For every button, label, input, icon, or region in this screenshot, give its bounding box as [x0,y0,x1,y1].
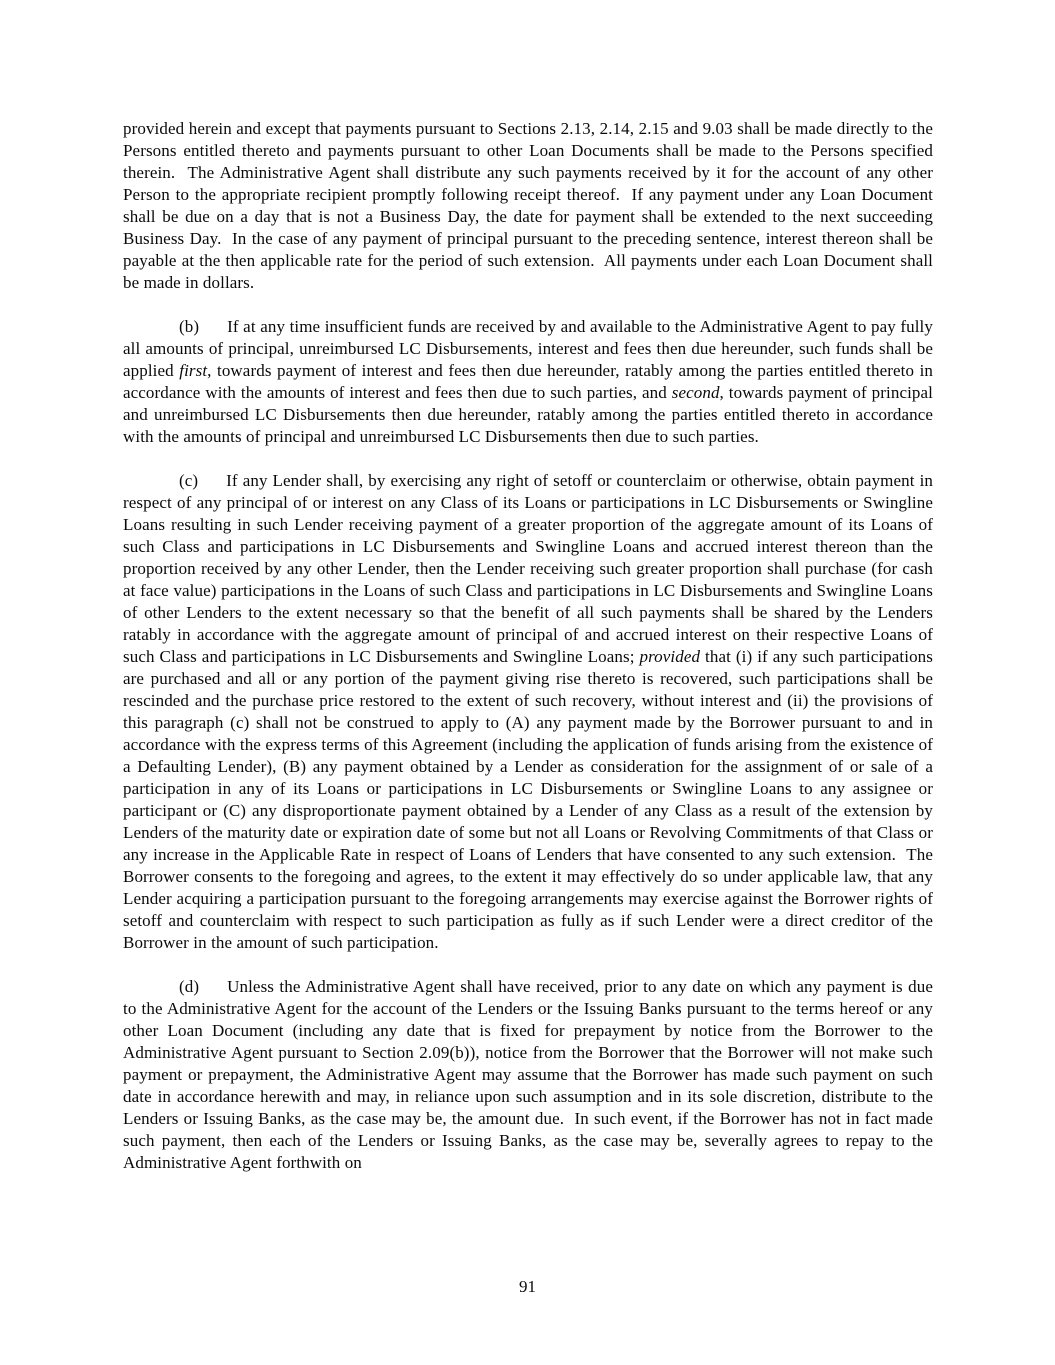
text-run: that (i) if any such participations are purchased and all or any portion of the payment giving rise thereto is recovered, such participations shall be rescinded and the purchase price restored to the extent of such recovery, without interest and (ii) the provisions of this paragraph (c) shall not be construed to apply to (A) any payment made by the Borrower pursuant to and in accordance with the express terms of this Agreement (including the application of funds arising from the existence of a Defaulting Lender), (B) any payment obtained by a Lender as consideration for the assignment of or sale of a participation in any of its Loans or participations in LC Disbursements or Swingline Loans to any assignee or participant or (C) any disproportionate payment obtained by a Lender of any Class as a result of the extension by Lenders of the maturity date or expiration date of some but not all Loans or Revolving Commitments of that Class or any increase in the Applicable Rate in respect of Loans of Lenders that have consented to any such extension. The Borrower consents to the foregoing and agrees, to the extent it may effectively do so under applicable law, that any Lender acquiring a participation pursuant to the foregoing arrangements may exercise against the Borrower rights of setoff and counterclaim with respect to such participation as fully as if such Lender were a direct creditor of the Borrower in the amount of such participation. [123,647,933,952]
page-number: 91 [519,1277,536,1296]
italic-text-run: provided [639,647,701,666]
text-run: (c) [179,471,199,490]
text-run: (d) [179,977,200,996]
text-run: , towards payment of interest and fees then due hereunder, ratably among the parties entitled thereto in accordance with the amounts of interest and fees then due to such parties, and [123,361,933,402]
document-body [123,118,933,1196]
text-run: Unless the Administrative Agent shall have received, prior to any date on which any payment is due to the Administrative Agent for the account of the Lenders or the Issuing Banks pursuant to the terms hereof or any other Loan Document (including any date that is fixed for prepayment by notice from the Borrower to the Administrative Agent pursuant to Section 2.09(b)), notice from the Borrower that the Borrower will not make such payment or prepayment, the Administrative Agent may assume that the Borrower has made such payment on such date in accordance herewith and may, in reliance upon such assumption and in its sole discretion, distribute to the Lenders or Issuing Banks, as the case may be, the amount due. In such event, if the Borrower has not in fact made such payment, then each of the Lenders or Issuing Banks, as the case may be, severally agrees to repay to the Administrative Agent forthwith on [123,977,933,1172]
text-run: If any Lender shall, by exercising any right of setoff or counterclaim or otherwise, obtain payment in respect of any principal of or interest on any Class of its Loans or participations in LC Disbursements or Swingline Loans resulting in such Lender receiving payment of a greater proportion of the aggregate amount of its Loans of such Class and participations in LC Disbursements and Swingline Loans and accrued interest thereon than the proportion received by any other Lender, then the Lender receiving such greater proportion shall purchase (for cash at face value) participations in the Loans of such Class and participations in LC Disbursements and Swingline Loans of other Lenders to the extent necessary so that the benefit of all such payments shall be shared by the Lenders ratably in accordance with the aggregate amount of principal of and accrued interest on their respective Loans of such Class and participations in LC Disbursements and Swingline Loans; [123,471,933,666]
paragraph-c [123,470,933,954]
text-run: provided herein and except that payments pursuant to Sections 2.13, 2.14, 2.15 and 9.03 shall be made directly to the Persons entitled thereto and payments pursuant to other Loan Documents shall be made to the Persons specified therein. The Administrative Agent shall distribute any such payments received by it for the account of any other Person to the appropriate recipient promptly following receipt thereof. If any payment under any Loan Document shall be due on a day that is not a Business Day, the date for payment shall be extended to the next succeeding Business Day. In the case of any payment of principal pursuant to the preceding sentence, interest thereon shall be payable at the then applicable rate for the period of such extension. All payments under each Loan Document shall be made in dollars. [123,119,933,292]
text-run: If at any time insufficient funds are received by and available to the Administrative Agent to pay fully all amounts of principal, unreimbursed LC Disbursements, interest and fees then due hereunder, such funds shall be applied [123,317,933,380]
italic-text-run: first [179,361,208,380]
paragraph-b [123,316,933,448]
italic-text-run: second [671,383,720,402]
text-run: , towards payment of principal and unreimbursed LC Disbursements then due hereunder, ratably among the parties entitled thereto in accordance with the amounts of principal and unreimbursed LC Disbursements then due to such parties. [123,383,933,446]
text-run: (b) [179,317,200,336]
paragraph-continuation [123,118,933,294]
paragraph-d [123,976,933,1174]
